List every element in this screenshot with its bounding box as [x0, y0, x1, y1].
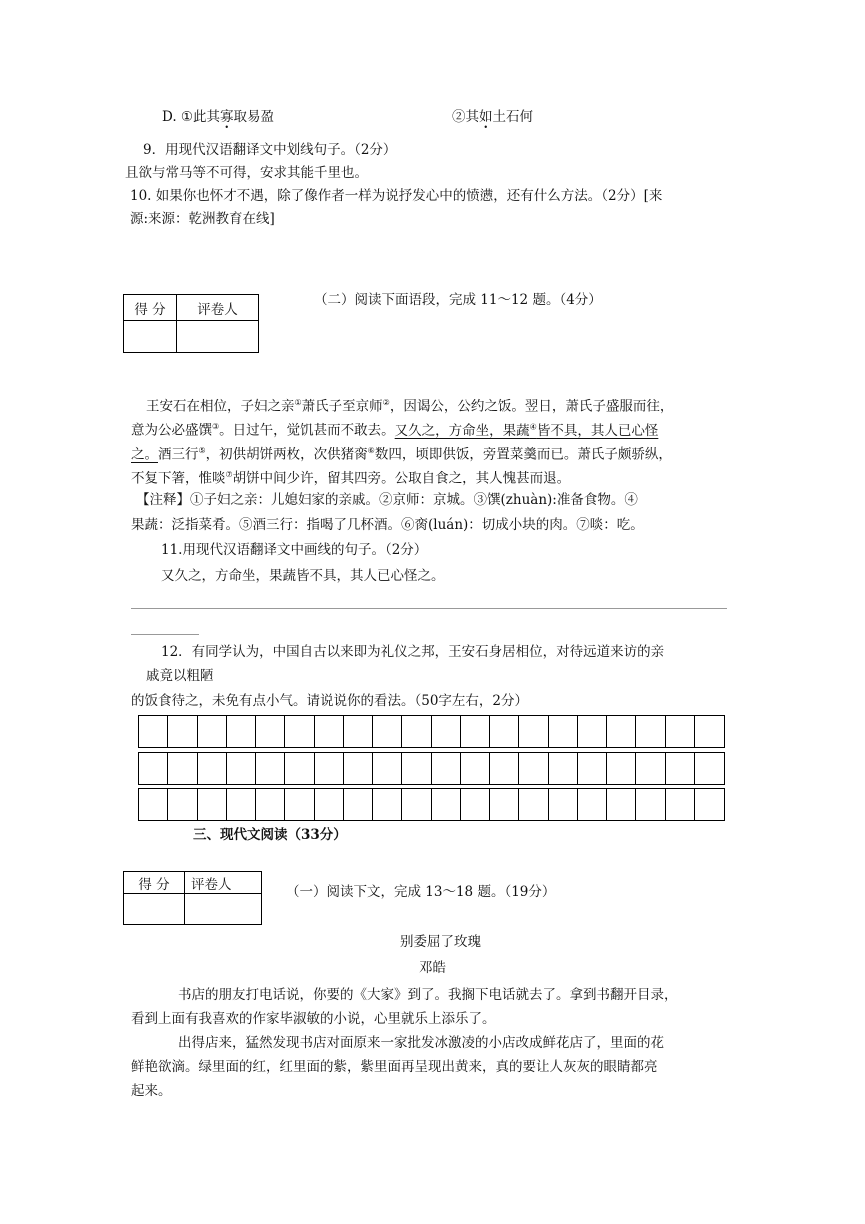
answer-line[interactable]: [131, 608, 727, 609]
q8d-rest-1: 取易盈: [233, 109, 275, 125]
q9-sentence: 且欲与常马等不可得，安求其能千里也。: [125, 165, 368, 181]
score-label: 得 分: [124, 295, 177, 321]
grader-label: 评卷人: [177, 295, 259, 321]
notes-line-2: 果蔬：泛指菜肴。⑤酒三行：指喝了几杯酒。⑥脔(luán)：切成小块的肉。⑦啖：吃。: [131, 517, 644, 533]
underlined-sentence-part2: 之。: [131, 446, 158, 463]
q9-prompt: 9．用现代汉语翻译文中划线句子。（2分）: [143, 142, 397, 158]
q8d-dotted-char-1: 寡: [220, 109, 234, 125]
q8-option-d: [162, 108, 274, 126]
article-p2-line3: 起来。: [131, 1083, 172, 1099]
q12-line3: 的饭食待之，未免有点小气。请说说你的看法。（50字左右，2分）: [131, 693, 529, 709]
grader-label: 评卷人: [185, 872, 262, 894]
answer-grid-row-2[interactable]: [138, 752, 725, 785]
passage-line-1: 王安石在相位，子妇之亲①萧氏子至京师②，因谒公，公约之饭。翌日，萧氏子盛服而往，: [146, 398, 674, 415]
score-label: 得 分: [124, 872, 185, 894]
score-cell[interactable]: [124, 894, 185, 925]
section2-intro: （二）阅读下面语段，完成 11～12 题。（4分）: [314, 292, 602, 308]
article-p2-line2: 鲜艳欲滴。绿里面的红，红里面的紫，紫里面再呈现出黄来，真的要让人灰灰的眼睛都亮: [131, 1059, 658, 1075]
q10-line2: 源:来源：乾洲教育在线]: [130, 211, 275, 227]
passage-line-3: 之。酒三行⑤，初供胡饼两枚，次供猪脔⑥数四，顷即供饭，旁置菜羹而已。萧氏子颇骄纵，: [131, 446, 672, 463]
article-p1-line1: 书店的朋友打电话说，你要的《大家》到了。我搁下电话就去了。拿到书翻开目录，: [178, 987, 678, 1003]
answer-grid-row-1[interactable]: [138, 715, 725, 748]
q8d-label: D. ①此其: [162, 109, 221, 125]
q8d-dotted-char-2: 如: [479, 109, 493, 125]
grader-cell[interactable]: [177, 321, 259, 353]
article-p1-line2: 看到上面有我喜欢的作家毕淑敏的小说，心里就乐上添乐了。: [131, 1011, 496, 1027]
article-title: 别委屈了玫瑰: [400, 934, 481, 950]
passage-line-2: 意为公必盛馔③。日过午，觉饥甚而不敢去。又久之，方命坐，果蔬④皆不具，其人已心怪: [131, 422, 659, 439]
q12-line2: 戚竟以粗陋: [146, 668, 214, 684]
q11-prompt: 11.用现代汉语翻译文中画线的句子。（2分）: [161, 542, 428, 558]
q12-line1: 12．有同学认为，中国自古以来即为礼仪之邦，王安石身居相位，对待远道来访的亲: [161, 644, 665, 660]
article-p2-line1: 出得店来，猛然发现书店对面原来一家批发冰激凌的小店改成鲜花店了，里面的花: [178, 1035, 664, 1051]
section3-title: 三、现代文阅读（33分）: [193, 827, 347, 843]
q11-sentence: 又久之，方命坐，果蔬皆不具，其人已心怪之。: [161, 568, 445, 584]
underlined-sentence-part1: 又久之，方命坐，果蔬④皆不具，其人已心怪: [394, 422, 659, 439]
q8-option-d-part2: [452, 108, 533, 126]
score-cell[interactable]: [124, 321, 177, 353]
article-author: 邓皓: [419, 960, 446, 976]
answer-grid-row-3[interactable]: [138, 788, 725, 821]
passage-line-4: 不复下箸，惟啖⑦胡饼中间少许，留其四旁。公取自食之，其人愧甚而退。: [131, 470, 571, 487]
score-box-1: [123, 294, 259, 353]
grader-cell[interactable]: [185, 894, 262, 925]
score-box-2: [123, 871, 262, 925]
section3-intro: （一）阅读下文，完成 13～18 题。（19分）: [286, 884, 556, 900]
q8d-part2b: 土石何: [492, 109, 533, 125]
q8d-part2a: ②其: [452, 109, 479, 125]
notes-line-1: 【注释】①子妇之亲：儿媳妇家的亲戚。②京师：京城。③馔(zhuàn):准备食物。④: [136, 492, 638, 508]
q10-line1: 10. 如果你也怀才不遇，除了像作者一样为说抒发心中的愤懑，还有什么方法。（2分）[来: [130, 188, 663, 204]
answer-line-short[interactable]: [131, 634, 199, 635]
